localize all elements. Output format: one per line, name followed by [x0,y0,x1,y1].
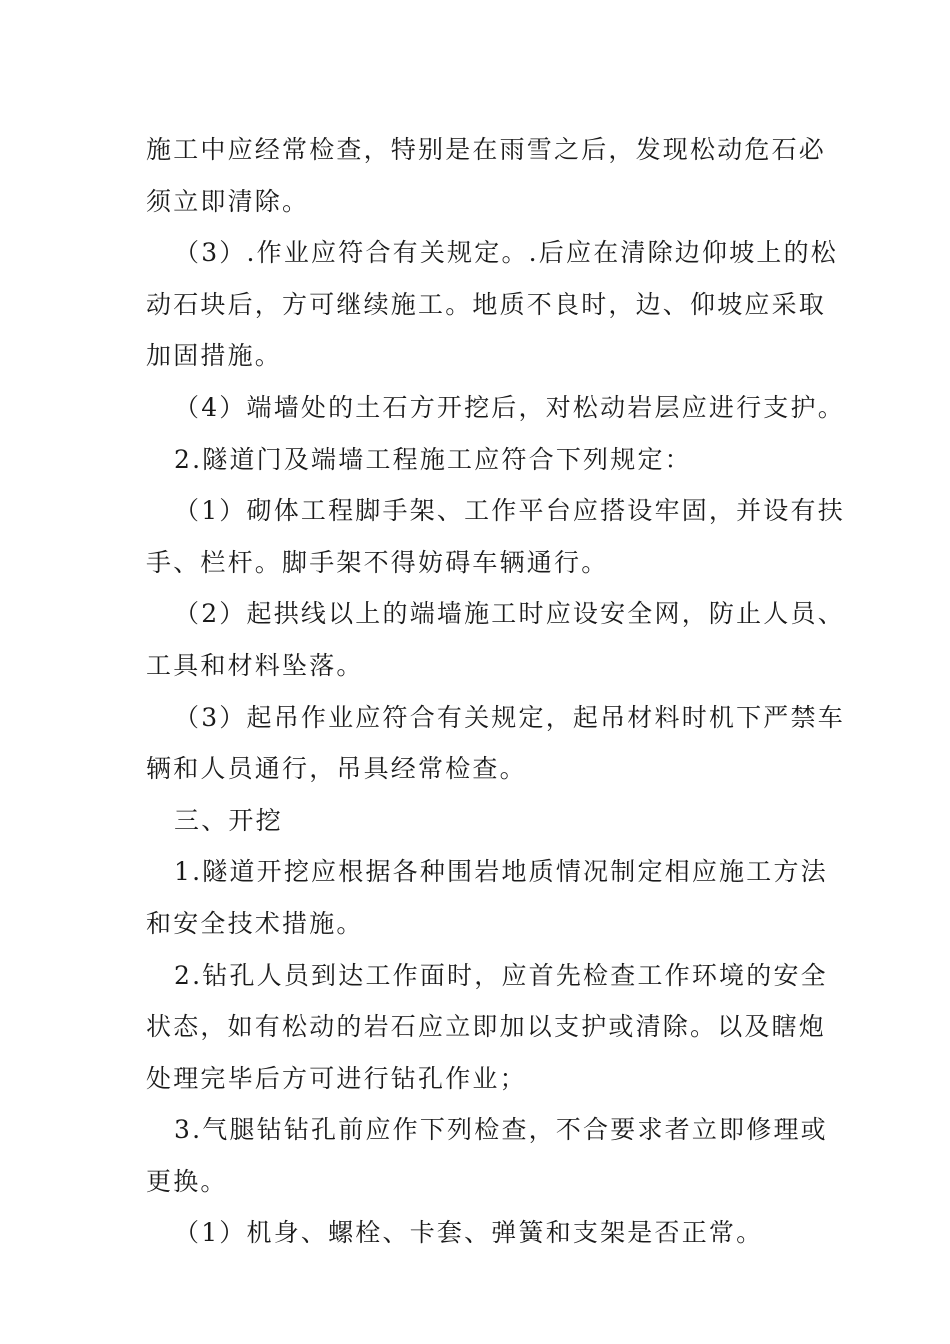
text-line: 更换。 [146,1166,228,1196]
text-line: 须立即清除。 [146,186,310,216]
text-line: （4）端墙处的土石方开挖后，对松动岩层应进行支护。 [174,392,845,422]
text-line: （3）起吊作业应符合有关规定，起吊材料时机下严禁车 [174,702,845,732]
chapter-heading: 三、开挖 [174,805,283,835]
text-line: 加固措施。 [146,341,283,371]
text-line: （1）机身、螺栓、卡套、弹簧和支架是否正常。 [174,1218,764,1248]
text-line: 1.隧道开挖应根据各种围岩地质情况制定相应施工方法 [174,857,828,887]
text-line: （3）.作业应符合有关规定。.后应在清除边仰坡上的松 [174,238,839,268]
text-line: 处理完毕后方可进行钻孔作业； [146,1063,527,1093]
section-heading: 2.隧道门及端墙工程施工应符合下列规定： [174,444,692,474]
text-line: 2.钻孔人员到达工作面时，应首先检查工作环境的安全 [174,960,828,990]
text-line: 工具和材料坠落。 [146,650,364,680]
text-line: （2）起拱线以上的端墙施工时应设安全网，防止人员、 [174,599,845,629]
text-line: 和安全技术措施。 [146,908,364,938]
text-line: 状态，如有松动的岩石应立即加以支护或清除。以及瞎炮 [146,1012,827,1042]
document-body [146,124,845,1259]
text-line: 3.气腿钻钻孔前应作下列检查，不合要求者立即修理或 [174,1115,828,1145]
text-line: 辆和人员通行，吊具经常检查。 [146,754,527,784]
text-line: 手、栏杆。脚手架不得妨碍车辆通行。 [146,547,609,577]
text-line: 施工中应经常检查，特别是在雨雪之后，发现松动危石必 [146,135,827,164]
text-line: （1）砌体工程脚手架、工作平台应搭设牢固，并设有扶 [174,496,845,526]
text-line: 动石块后，方可继续施工。地质不良时，边、仰坡应采取 [146,289,827,319]
